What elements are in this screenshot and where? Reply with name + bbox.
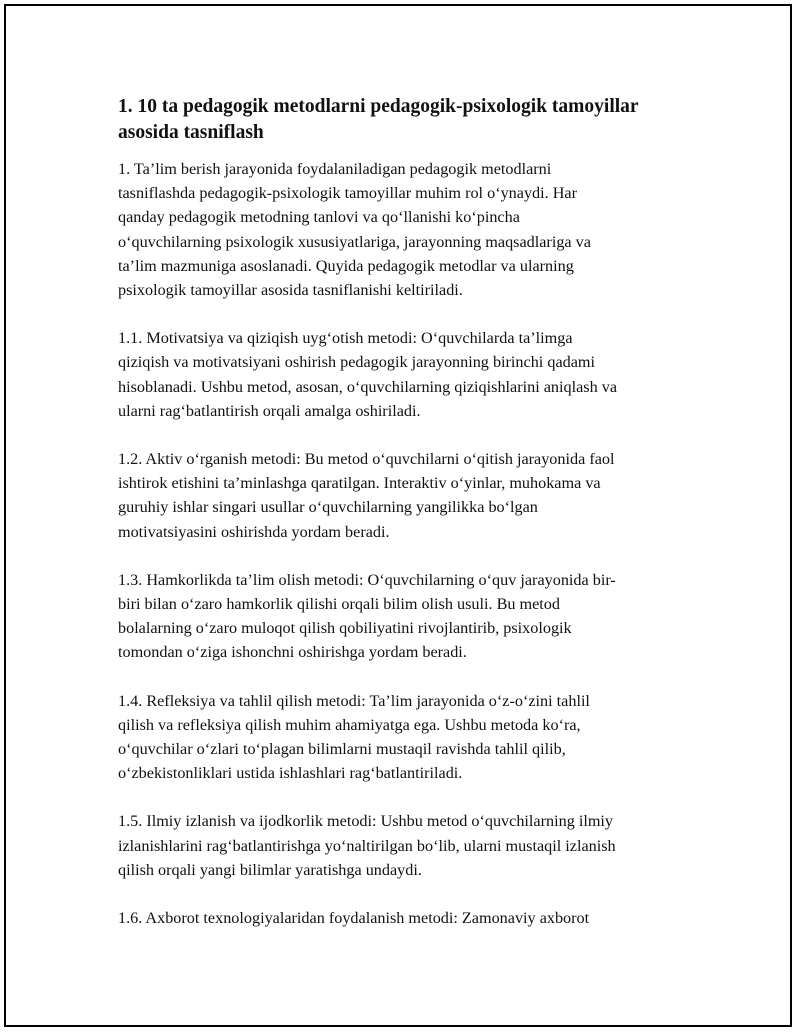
paragraph-1-3: 1.3. Hamkorlikda ta’lim olish metodi: O‘quvchilarning o‘quv jarayonida bir- biri bilan o‘zaro hamkorlik qilishi orqali bilim olish usuli. Bu metod bolalarning o‘zaro muloqot qilish qobiliyatini rivojlantirib, psixologik tomondan o‘ziga ishonchni oshirishga yordam beradi. [118,570,616,662]
paragraph-1-6: 1.6. Axborot texnologiyalaridan foydalanish metodi: Zamonaviy axborot [118,909,590,928]
document-body [118,94,690,954]
paragraph-1-5: 1.5. Ilmiy izlanish va ijodkorlik metodi: Ushbu metod o‘quvchilarning ilmiy izlanishlarini rag‘batlantirishga yo‘naltirilgan bo‘lib, ularni mustaqil izlanish qilish orqali yangi bilimlar yaratishga undaydi. [118,812,616,879]
section-heading: 1. 10 ta pedagogik metodlarni pedagogik-psixologik tamoyillar asosida tasniflash [118,96,639,143]
paragraph-1-1: 1.1. Motivatsiya va qiziqish uyg‘otish metodi: O‘quvchilarda ta’limga qiziqish va motivatsiyani oshirish pedagogik jarayonning birinchi qadami hisoblanadi. Ushbu metod, asosan, o‘quvchilarning qiziqishlarini aniqlash va ularni rag‘batlantirish orqali amalga oshiriladi. [118,329,618,420]
paragraph-intro: 1. Ta’lim berish jarayonida foydalaniladigan pedagogik metodlarni tasniflashda pedagogik-psixologik tamoyillar muhim rol o‘ynaydi. Har qanday pedagogik metodning tanlovi va qo‘llanishi ko‘pincha o‘quvchilarning psixologik xususiyatlariga, jarayonning maqsadlariga va ta’lim mazmuniga asoslanadi. Quyida pedagogik metodlar va ularning psixologik tamoyillar asosida tasniflanishi keltiriladi. [118,160,591,300]
paragraph-1-2: 1.2. Aktiv o‘rganish metodi: Bu metod o‘quvchilarni o‘qitish jarayonida faol ishtirok etishini ta’minlashga qaratilgan. Interaktiv o‘yinlar, muhokama va guruhiy ishlar singari usullar o‘quvchilarning yangilikka bo‘lgan motivatsiyasini oshirishda yordam beradi. [118,450,615,541]
paragraph-1-4: 1.4. Refleksiya va tahlil qilish metodi: Ta’lim jarayonida o‘z-o‘zini tahlil qilish va refleksiya qilish muhim ahamiyatga ega. Ushbu metoda ko‘ra, o‘quvchilar o‘zlari to‘plagan bilimlarni mustaqil ravishda tahlil qilib, o‘zbekistonliklari ustida ishlashlari rag‘batlantiriladi. [118,691,590,783]
